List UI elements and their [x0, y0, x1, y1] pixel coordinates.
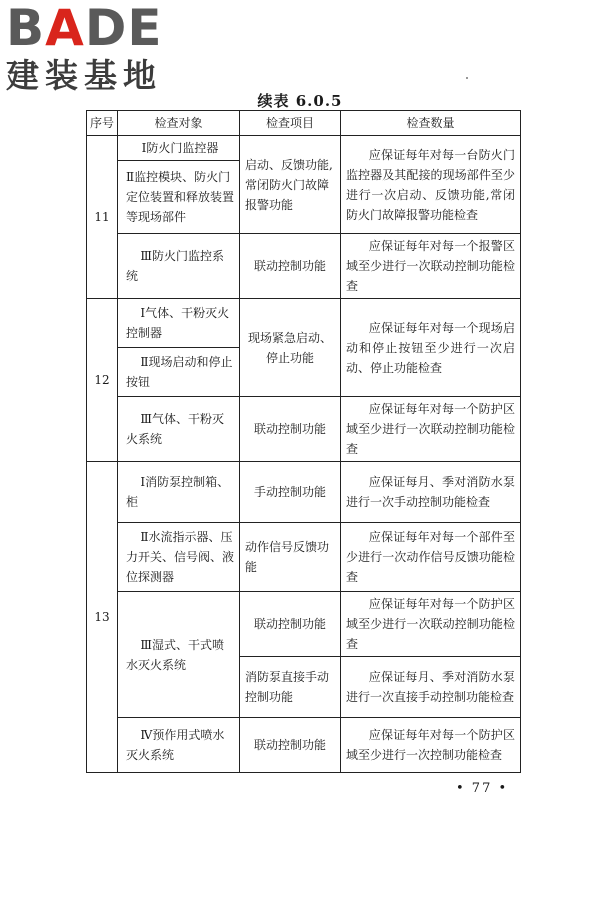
- page-number: • 77 •: [456, 781, 509, 796]
- inspection-object: Ⅰ消防泵控制箱、柜: [118, 462, 240, 523]
- inspection-quantity: 应保证每年对每一个防护区域至少进行一次控制功能检查: [341, 718, 521, 773]
- inspection-object: Ⅲ气体、干粉灭火系统: [118, 397, 240, 462]
- row-number: 11: [87, 136, 118, 299]
- inspection-object: Ⅲ湿式、干式喷水灭火系统: [118, 592, 240, 718]
- table-header-row: [87, 111, 521, 136]
- header-item: 检查项目: [240, 111, 341, 136]
- inspection-item: 动作信号反馈功能: [240, 523, 341, 592]
- table-row: [87, 592, 521, 657]
- inspection-quantity: 应保证每月、季对消防水泵进行一次手动控制功能检查: [341, 462, 521, 523]
- inspection-object: Ⅱ现场启动和停止按钮: [118, 348, 240, 397]
- inspection-item: 联动控制功能: [240, 592, 341, 657]
- inspection-quantity: 应保证每年对每一个防护区域至少进行一次联动控制功能检查: [341, 592, 521, 657]
- inspection-quantity: 应保证每年对每一个现场启动和停止按钮至少进行一次启动、停止功能检查: [341, 299, 521, 397]
- inspection-item: 联动控制功能: [240, 718, 341, 773]
- inspection-object: Ⅰ气体、干粉灭火控制器: [118, 299, 240, 348]
- table-row: [87, 523, 521, 592]
- inspection-quantity: 应保证每月、季对消防水泵进行一次直接手动控制功能检查: [341, 657, 521, 718]
- inspection-item: 消防泵直接手动控制功能: [240, 657, 341, 718]
- inspection-quantity: 应保证每年对每一个报警区域至少进行一次联动控制功能检查: [341, 234, 521, 299]
- inspection-object: Ⅱ监控模块、防火门定位装置和释放装置等现场部件: [118, 161, 240, 234]
- table-row: [87, 136, 521, 161]
- row-number: 12: [87, 299, 118, 462]
- inspection-item: 联动控制功能: [240, 397, 341, 462]
- inspection-quantity: 应保证每年对每一个部件至少进行一次动作信号反馈功能检查: [341, 523, 521, 592]
- inspection-object: Ⅲ防火门监控系统: [118, 234, 240, 299]
- table-row: [87, 462, 521, 523]
- inspection-table: [86, 110, 521, 773]
- inspection-item: 联动控制功能: [240, 234, 341, 299]
- header-seq: 序号: [87, 111, 118, 136]
- table-title: 续表 6.0.5: [257, 92, 343, 110]
- header-quantity: 检查数量: [341, 111, 521, 136]
- row-number: 13: [87, 462, 118, 773]
- inspection-object: Ⅳ预作用式喷水灭火系统: [118, 718, 240, 773]
- inspection-item: 启动、反馈功能,常闭防火门故障报警功能: [240, 136, 341, 234]
- bade-logo: [6, 2, 196, 96]
- logo-wordmark: B A DE: [6, 0, 163, 57]
- table-row: [87, 234, 521, 299]
- logo-chinese-text: 建装基地: [6, 56, 162, 95]
- inspection-item: 现场紧急启动、停止功能: [240, 299, 341, 397]
- table-row: [87, 299, 521, 348]
- header-object: 检查对象: [118, 111, 240, 136]
- inspection-quantity: 应保证每年对每一个防护区域至少进行一次联动控制功能检查: [341, 397, 521, 462]
- inspection-object: Ⅰ防火门监控器: [118, 136, 240, 161]
- inspection-object: Ⅱ水流指示器、压力开关、信号阀、液位探测器: [118, 523, 240, 592]
- table-row: [87, 397, 521, 462]
- scan-speck: [466, 77, 468, 79]
- table-row: [87, 718, 521, 773]
- inspection-quantity: 应保证每年对每一台防火门监控器及其配接的现场部件至少进行一次启动、反馈功能,常闭防火门故障报警功能检查: [341, 136, 521, 234]
- inspection-item: 手动控制功能: [240, 462, 341, 523]
